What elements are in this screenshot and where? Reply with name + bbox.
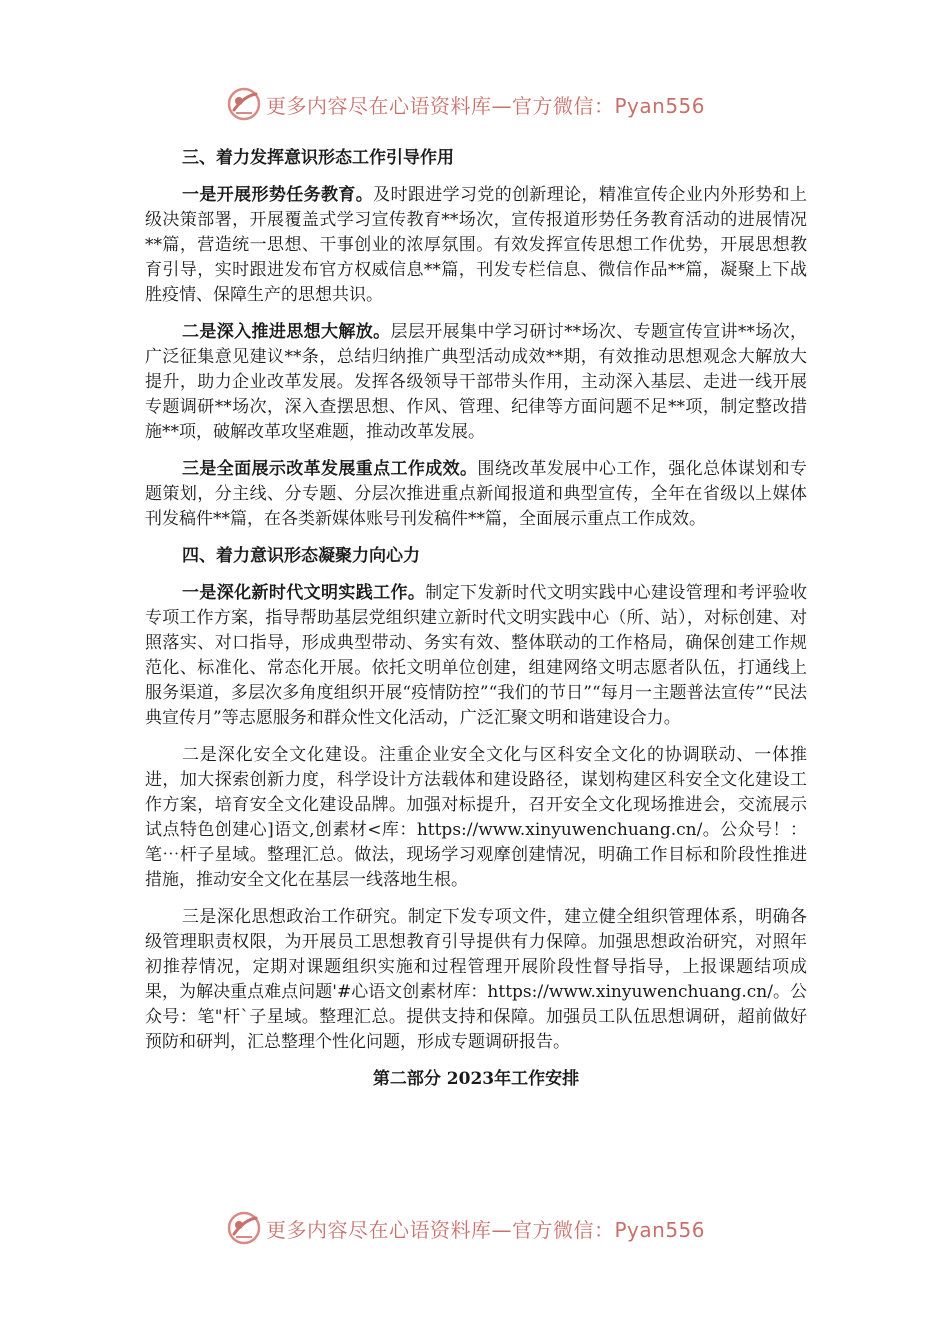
section-3-item-2 bbox=[145, 320, 807, 445]
section-3-item-1 bbox=[145, 183, 807, 308]
item-body: 层层开展集中学习研讨**场次、专题宣传宣讲**场次，广泛征集意见建议**条，总结归纳推广典型活动成效**期，有效推动思想观念大解放大提升，助力企业改革发展。发挥各级领导干部带头作用，主动深入基层、走进一线开展专题调研**场次，深入查摆思想、作风、管理、纪律等方面问题不足**项，制定整改措施**项，破解改革攻坚难题，推动改革发展。 bbox=[145, 322, 808, 442]
item-lead: 一是开展形势任务教育。 bbox=[182, 185, 374, 205]
item-body: 及时跟进学习党的创新理论，精准宣传企业内外形势和上级决策部署，开展覆盖式学习宣传教育**场次，宣传报道形势任务教育活动的进展情况**篇，营造统一思想、干事创业的浓厚氛围。有效发挥宣传思想工作优势，开展思想教育引导，实时跟进发布官方权威信息**篇，刊发专栏信息、微信作品**篇，凝聚上下战胜疫情、保障生产的思想共识。 bbox=[145, 185, 808, 305]
book-logo-icon bbox=[226, 86, 262, 122]
footer-banner bbox=[0, 1208, 950, 1248]
book-logo-icon bbox=[226, 1210, 262, 1246]
document-body bbox=[145, 146, 807, 1092]
banner-text: 更多内容尽在心语资料库—官方微信：Pyan556 bbox=[266, 94, 706, 118]
item-body: 二是深化安全文化建设。注重企业安全文化与区科安全文化的协调联动、一体推进，加大探索创新力度，科学设计方法载体和建设路径，谋划构建区科安全文化建设工作方案，培育安全文化建设品牌。加强对标提升，召开安全文化现场推进会，交流展示试点特色创建心]语文,创素材<库：https://www.xinyuwenchuang.cn/。公众号！：笔⋯杆子星域。整理汇总。做法，现场学习观摩创建情况，明确工作目标和阶段性推进措施，推动安全文化在基层一线落地生根。 bbox=[145, 745, 807, 890]
section-4-item-2 bbox=[145, 743, 807, 893]
section-4-heading: 四、着力意识形态凝聚力向心力 bbox=[182, 546, 420, 566]
section-3-item-3 bbox=[145, 457, 807, 532]
header-banner bbox=[0, 84, 950, 124]
banner-text: 更多内容尽在心语资料库—官方微信：Pyan556 bbox=[266, 1218, 706, 1242]
item-lead: 一是深化新时代文明实践工作。 bbox=[182, 583, 426, 603]
item-body: 制定下发新时代文明实践中心建设管理和考评验收专项工作方案，指导帮助基层党组织建立新时代文明实践中心（所、站），对标创建、对照落实、对口指导，形成典型带动、务实有效、整体联动的工作格局，确保创建工作规范化、标准化、常态化开展。依托文明单位创建，组建网络文明志愿者队伍，打通线上服务渠道，多层次多角度组织开展“疫情防控”“我们的节日”“每月一主题普法宣传”“民法典宣传月”等志愿服务和群众性文化活动，广泛汇聚文明和谐建设合力。 bbox=[145, 583, 808, 728]
item-lead: 二是深入推进思想大解放。 bbox=[182, 322, 391, 342]
section-4-item-1 bbox=[145, 581, 807, 731]
item-body: 三是深化思想政治工作研究。制定下发专项文件，建立健全组织管理体系，明确各级管理职责权限，为开展员工思想教育引导提供有力保障。加强思想政治研究，对照年初推荐情况，定期对课题组织实施和过程管理开展阶段性督导指导，上报课题结项成果，为解决重点难点问题'#心语文创素材库：https://www.xinyuwenchuang.cn/。公众号：笔"杆`子星域。整理汇总。提供支持和保障。加强员工队伍思想调研，超前做好预防和研判，汇总整理个性化问题，形成专题调研报告。 bbox=[145, 907, 807, 1052]
item-body: 围绕改革发展中心工作，强化总体谋划和专题策划，分主线、分专题、分层次推进重点新闻报道和典型宣传，全年在省级以上媒体刊发稿件**篇，在各类新媒体账号刊发稿件**篇，全面展示重点工作成效。 bbox=[145, 459, 808, 529]
item-lead: 三是全面展示改革发展重点工作成效。 bbox=[182, 459, 478, 479]
part-2-title: 第二部分 2023年工作安排 bbox=[372, 1069, 580, 1089]
section-4-item-3 bbox=[145, 905, 807, 1055]
section-3-heading: 三、着力发挥意识形态工作引导作用 bbox=[182, 148, 454, 168]
